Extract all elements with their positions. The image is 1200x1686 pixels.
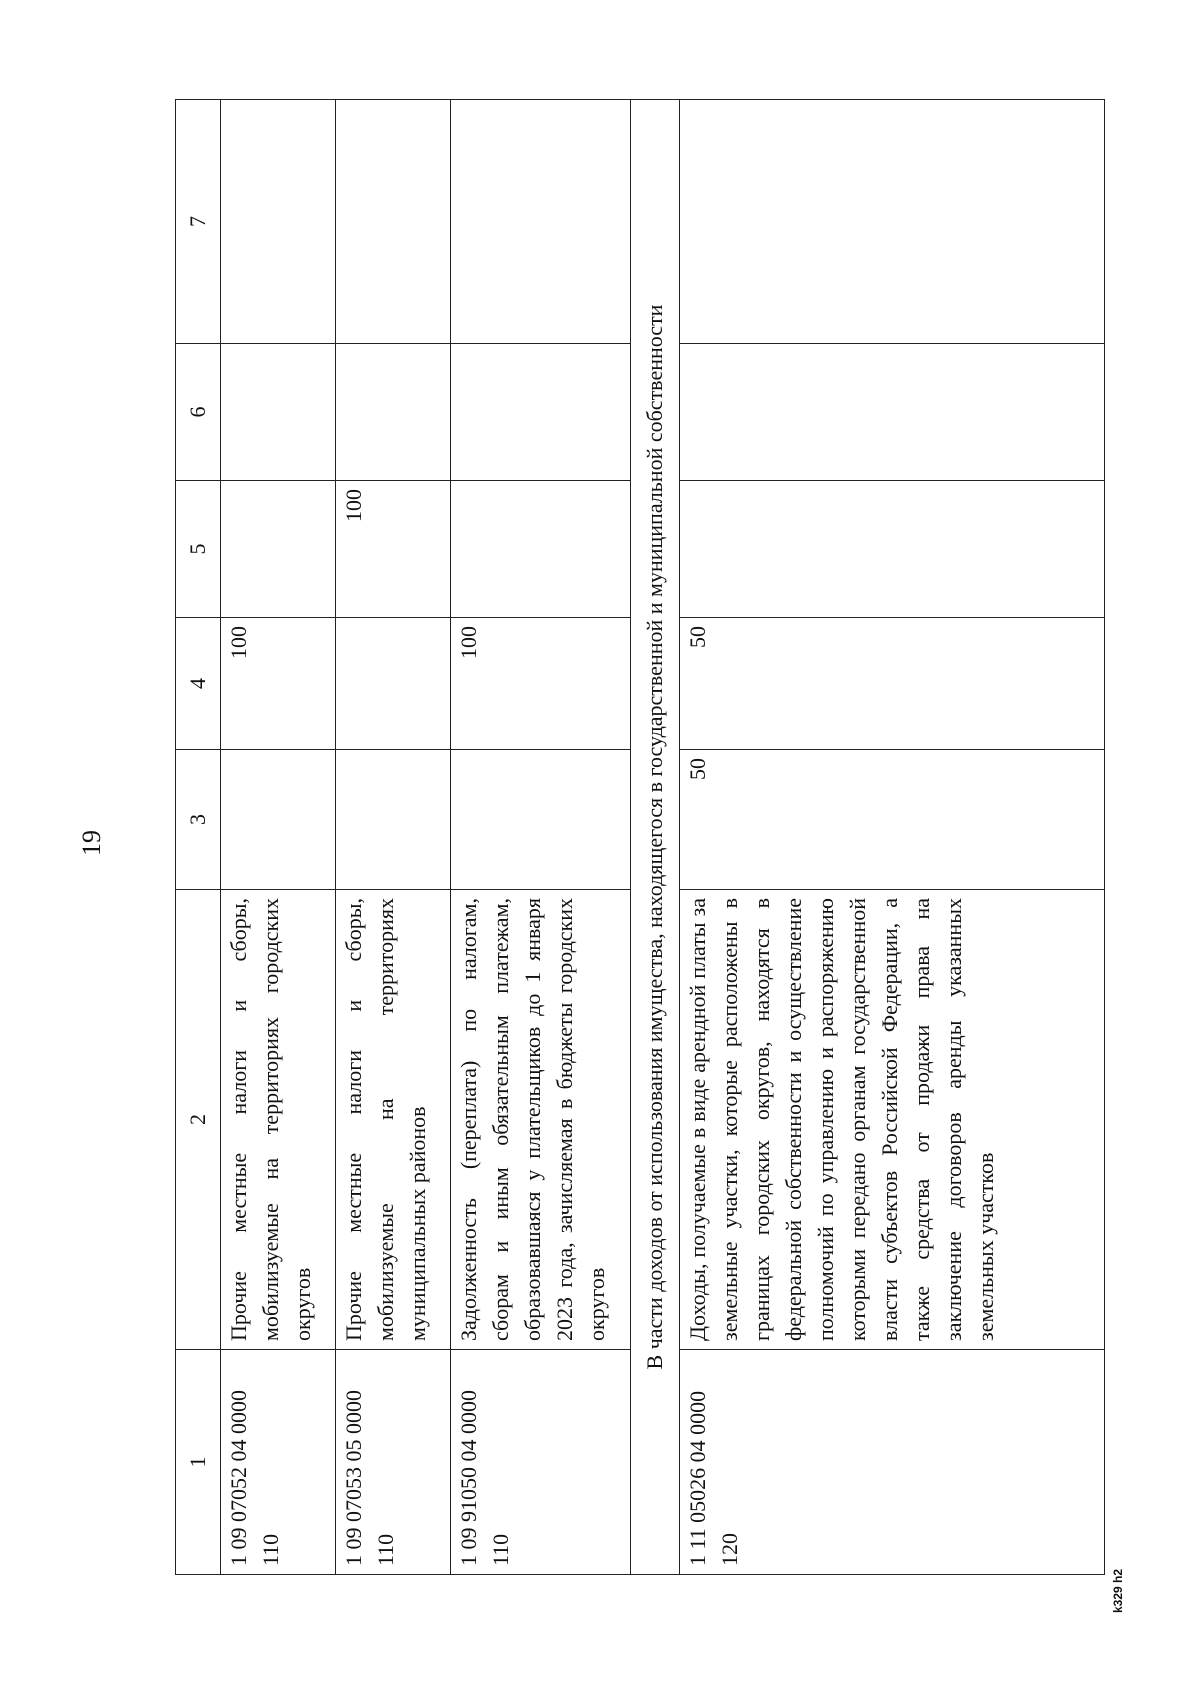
- value-cell-col6: [680, 344, 1105, 481]
- column-header: 1: [176, 1350, 221, 1575]
- value-cell-col6: [336, 344, 451, 481]
- footer-code: k329 h2: [1111, 1568, 1125, 1614]
- column-header: 2: [176, 890, 221, 1350]
- table-header-row: [176, 100, 221, 1575]
- column-header: 5: [176, 481, 221, 618]
- value-cell-col3: [451, 750, 631, 890]
- column-header: 4: [176, 618, 221, 750]
- budget-code-cell: 1 09 91050 04 0000 110: [451, 1350, 631, 1575]
- table-row: [221, 100, 336, 1575]
- value-cell-col5: 100: [336, 481, 451, 618]
- description-cell: Задолженность (переплата) по налогам, сборам и иным обязательным платежам, образовавшаяся у плательщиков до 1 января 2023 года, зачисляемая в бюджеты городских округов: [451, 890, 631, 1350]
- value-cell-col3: [221, 750, 336, 890]
- value-cell-col7: [451, 100, 631, 344]
- section-title: В части доходов от использования имущества, находящегося в государственной и муниципальной собственности: [631, 100, 680, 1575]
- value-cell-col4: 100: [451, 618, 631, 750]
- description-cell: Прочие местные налоги и сборы, мобилизуемые на территориях городских округов: [221, 890, 336, 1350]
- description-cell: Прочие местные налоги и сборы, мобилизуемые на территориях муниципальных районов: [336, 890, 451, 1350]
- value-cell-col5: [221, 481, 336, 618]
- value-cell-col7: [221, 100, 336, 344]
- value-cell-col7: [680, 100, 1105, 344]
- value-cell-col4: 50: [680, 618, 1105, 750]
- budget-table: [175, 99, 1105, 1575]
- column-header: 7: [176, 100, 221, 344]
- page-number: 19: [77, 830, 106, 856]
- value-cell-col5: [680, 481, 1105, 618]
- budget-code-cell: 1 09 07052 04 0000 110: [221, 1350, 336, 1575]
- column-header: 6: [176, 344, 221, 481]
- value-cell-col4: 100: [221, 618, 336, 750]
- table-row: [680, 100, 1105, 1575]
- section-header-row: [631, 100, 680, 1575]
- value-cell-col7: [336, 100, 451, 344]
- value-cell-col4: [336, 618, 451, 750]
- budget-code-cell: 1 09 07053 05 0000 110: [336, 1350, 451, 1575]
- budget-code-cell: 1 11 05026 04 0000 120: [680, 1350, 1105, 1575]
- value-cell-col6: [221, 344, 336, 481]
- value-cell-col5: [451, 481, 631, 618]
- value-cell-col3: 50: [680, 750, 1105, 890]
- value-cell-col6: [451, 344, 631, 481]
- value-cell-col3: [336, 750, 451, 890]
- description-cell: Доходы, получаемые в виде арендной платы за земельные участки, которые расположены в границах городских округов, находятся в федеральной собственности и осуществление полномочий по управлению и распоряжению которыми передано органам государственной власти субъектов Российской Федерации, а также средства от продажи права на заключение договоров аренды указанных земельных участков: [680, 890, 1105, 1350]
- table-row: [451, 100, 631, 1575]
- column-header: 3: [176, 750, 221, 890]
- budget-table-rotated: [175, 100, 1105, 1575]
- table-row: [336, 100, 451, 1575]
